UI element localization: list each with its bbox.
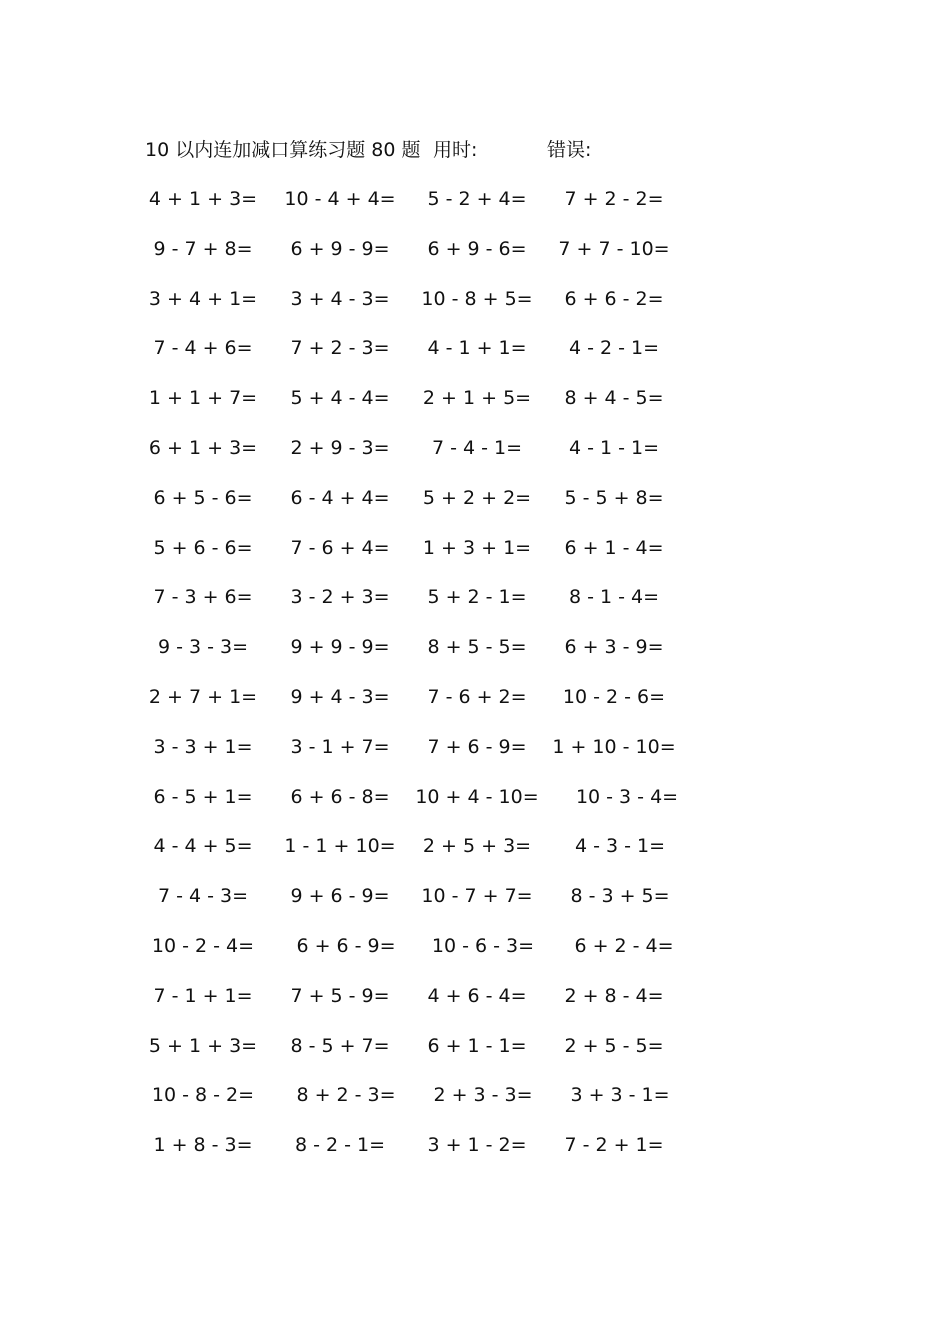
arithmetic-problem: 6 + 6 - 8= [290, 785, 390, 808]
arithmetic-problem: 2 + 1 + 5= [422, 387, 532, 410]
problem-row [135, 1031, 695, 1081]
arithmetic-problem: 7 - 1 + 1= [153, 984, 253, 1007]
arithmetic-problem: 3 - 2 + 3= [290, 586, 390, 609]
arithmetic-problem: 7 + 2 - 2= [564, 188, 664, 210]
problem-row [135, 483, 695, 533]
arithmetic-problem: 3 + 1 - 2= [427, 1134, 527, 1157]
arithmetic-problem: 8 + 4 - 5= [564, 387, 664, 410]
arithmetic-problem: 6 + 5 - 6= [153, 486, 253, 509]
arithmetic-problem: 7 - 6 + 2= [427, 685, 527, 708]
arithmetic-problem: 6 + 6 - 2= [564, 287, 664, 310]
arithmetic-problem: 6 + 3 - 9= [564, 636, 664, 659]
arithmetic-problem: 6 + 2 - 4= [574, 934, 674, 957]
arithmetic-problem: 5 - 2 + 4= [427, 188, 527, 210]
arithmetic-problem: 7 + 6 - 9= [427, 735, 527, 758]
arithmetic-problem: 2 + 5 + 3= [422, 835, 532, 858]
problem-row [135, 732, 695, 782]
arithmetic-problem: 10 - 2 - 4= [151, 934, 255, 957]
arithmetic-problem: 8 - 2 - 1= [294, 1134, 386, 1157]
arithmetic-problem: 7 - 6 + 4= [290, 536, 390, 559]
arithmetic-problem: 8 - 5 + 7= [290, 1034, 390, 1057]
worksheet-title: 10 以内连加减口算练习题 80 题 [145, 139, 421, 161]
arithmetic-problem: 3 + 3 - 1= [570, 1084, 670, 1107]
arithmetic-problem: 1 - 1 + 10= [284, 835, 396, 858]
problem-row [135, 383, 695, 433]
arithmetic-problem: 9 + 4 - 3= [290, 685, 390, 708]
problem-row [135, 1130, 695, 1180]
arithmetic-problem: 10 - 4 + 4= [284, 188, 396, 210]
arithmetic-problem: 8 + 2 - 3= [296, 1084, 396, 1107]
arithmetic-problem: 10 - 7 + 7= [421, 885, 533, 908]
arithmetic-problem: 6 + 6 - 9= [296, 934, 396, 957]
arithmetic-problem: 9 - 3 - 3= [157, 636, 249, 659]
arithmetic-problem: 4 - 1 + 1= [427, 337, 527, 360]
arithmetic-problem: 2 + 7 + 1= [148, 685, 258, 708]
problem-row [135, 184, 695, 234]
problem-row [135, 682, 695, 732]
problem-row [135, 632, 695, 682]
arithmetic-problem: 7 + 7 - 10= [558, 237, 670, 260]
arithmetic-problem: 4 - 1 - 1= [568, 436, 660, 459]
arithmetic-problem: 4 - 4 + 5= [153, 835, 253, 858]
arithmetic-problem: 5 + 4 - 4= [290, 387, 390, 410]
arithmetic-problem: 9 + 6 - 9= [290, 885, 390, 908]
arithmetic-problem: 5 + 1 + 3= [148, 1034, 258, 1057]
arithmetic-problem: 1 + 10 - 10= [552, 735, 676, 758]
problem-row [135, 831, 695, 881]
arithmetic-problem: 7 - 4 - 1= [431, 436, 523, 459]
problem-row [135, 284, 695, 334]
arithmetic-problem: 7 - 3 + 6= [153, 586, 253, 609]
arithmetic-problem: 6 - 5 + 1= [153, 785, 253, 808]
arithmetic-problem: 9 + 9 - 9= [290, 636, 390, 659]
arithmetic-problem: 4 + 6 - 4= [427, 984, 527, 1007]
arithmetic-problem: 1 + 8 - 3= [153, 1134, 253, 1157]
arithmetic-problem: 8 + 5 - 5= [427, 636, 527, 659]
problem-row [135, 333, 695, 383]
arithmetic-problem: 7 - 4 + 6= [153, 337, 253, 360]
arithmetic-problem: 2 + 3 - 3= [433, 1084, 533, 1107]
problem-row [135, 533, 695, 583]
arithmetic-problem: 6 - 4 + 4= [290, 486, 390, 509]
arithmetic-problem: 10 - 6 - 3= [431, 934, 535, 957]
arithmetic-problem: 3 + 4 - 3= [290, 287, 390, 310]
problem-row [135, 981, 695, 1031]
arithmetic-problem: 3 - 3 + 1= [153, 735, 253, 758]
arithmetic-problem: 6 + 1 + 3= [148, 436, 258, 459]
problem-row [135, 234, 695, 284]
problem-row [135, 782, 695, 832]
problem-grid [135, 184, 695, 1180]
arithmetic-problem: 10 - 3 - 4= [569, 785, 679, 808]
errors-label: 错误: [547, 139, 592, 161]
arithmetic-problem: 5 + 6 - 6= [153, 536, 253, 559]
arithmetic-problem: 2 + 8 - 4= [564, 984, 664, 1007]
arithmetic-problem: 7 - 2 + 1= [564, 1134, 664, 1157]
arithmetic-problem: 1 + 1 + 7= [148, 387, 258, 410]
arithmetic-problem: 6 + 1 - 1= [427, 1034, 527, 1057]
arithmetic-problem: 5 - 5 + 8= [564, 486, 664, 509]
arithmetic-problem: 7 - 4 - 3= [157, 885, 249, 908]
arithmetic-problem: 10 + 4 - 10= [415, 785, 539, 808]
arithmetic-problem: 7 + 2 - 3= [290, 337, 390, 360]
problem-row [135, 433, 695, 483]
arithmetic-problem: 6 + 9 - 6= [427, 237, 527, 260]
arithmetic-problem: 1 + 3 + 1= [422, 536, 532, 559]
arithmetic-problem: 2 + 9 - 3= [290, 436, 390, 459]
problem-row [135, 931, 695, 981]
arithmetic-problem: 4 + 1 + 3= [148, 188, 258, 210]
arithmetic-problem: 2 + 5 - 5= [564, 1034, 664, 1057]
arithmetic-problem: 6 + 9 - 9= [290, 237, 390, 260]
arithmetic-problem: 10 - 8 + 5= [421, 287, 533, 310]
arithmetic-problem: 6 + 1 - 4= [564, 536, 664, 559]
arithmetic-problem: 3 - 1 + 7= [290, 735, 390, 758]
problem-row [135, 582, 695, 632]
problem-row [135, 881, 695, 931]
arithmetic-problem: 7 + 5 - 9= [290, 984, 390, 1007]
problem-row [135, 1080, 695, 1130]
arithmetic-problem: 8 - 1 - 4= [568, 586, 660, 609]
arithmetic-problem: 10 - 2 - 6= [562, 685, 666, 708]
arithmetic-problem: 5 + 2 - 1= [427, 586, 527, 609]
arithmetic-problem: 8 - 3 + 5= [570, 885, 670, 908]
arithmetic-problem: 10 - 8 - 2= [151, 1084, 255, 1107]
arithmetic-problem: 3 + 4 + 1= [148, 287, 258, 310]
time-taken-label: 用时: [433, 139, 478, 161]
arithmetic-problem: 4 - 2 - 1= [568, 337, 660, 360]
arithmetic-problem: 4 - 3 - 1= [574, 835, 666, 858]
arithmetic-problem: 9 - 7 + 8= [153, 237, 253, 260]
arithmetic-problem: 5 + 2 + 2= [422, 486, 532, 509]
